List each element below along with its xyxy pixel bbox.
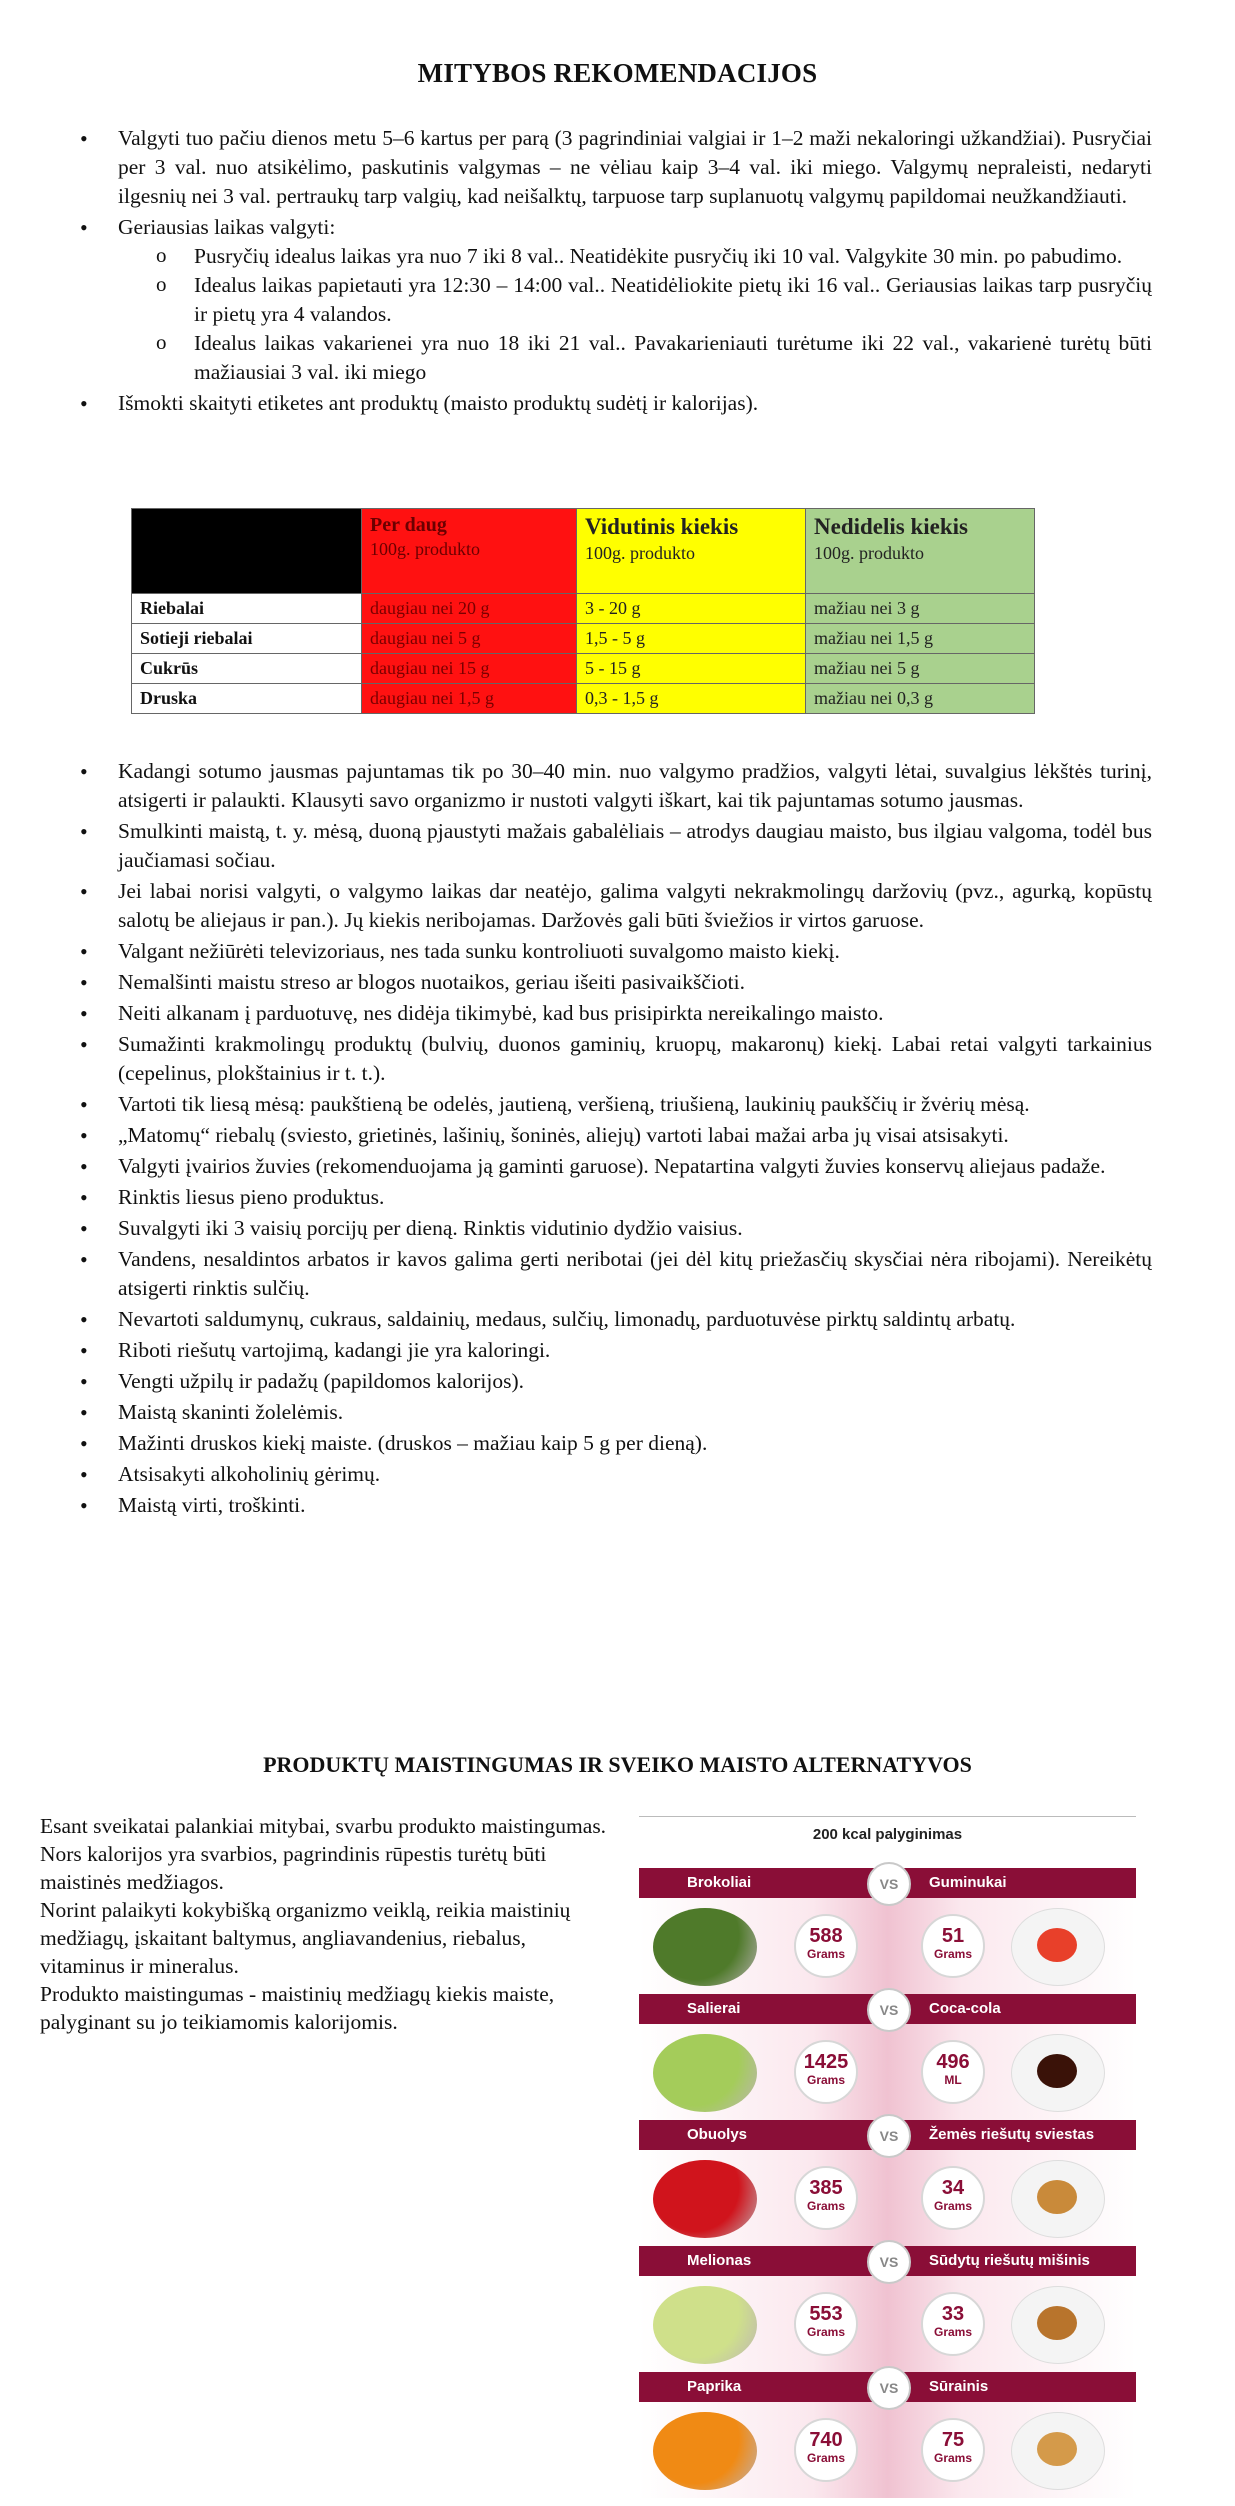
row-label: Riebalai bbox=[132, 594, 362, 624]
vs-badge: VS bbox=[867, 2114, 911, 2158]
list-item: • Maistą skaninti žolelėmis. bbox=[80, 1398, 1152, 1427]
vs-badge: VS bbox=[867, 1862, 911, 1906]
list-item: • Rinktis liesus pieno produktus. bbox=[80, 1183, 1152, 1212]
list-item: • Vengti užpilų ir padažų (papildomos kalorijos). bbox=[80, 1367, 1152, 1396]
list-item: • Neiti alkanam į parduotuvę, nes didėja tikimybė, kad bus prisipirkta nereikalingo maisto. bbox=[80, 999, 1152, 1028]
grams-value: 33 bbox=[941, 2303, 965, 2325]
grams-value: 51 bbox=[941, 1925, 965, 1947]
left-food-image bbox=[653, 2034, 757, 2112]
left-food-name: Melionas bbox=[687, 2252, 752, 2269]
cell-low: mažiau nei 1,5 g bbox=[806, 624, 1035, 654]
header-too-much: Per daug 100g. produkto bbox=[362, 509, 577, 594]
row-label: Druska bbox=[132, 684, 362, 714]
list-item: • Mažinti druskos kiekį maiste. (druskos – mažiau kaip 5 g per dieną). bbox=[80, 1429, 1152, 1458]
meal-times-sublist bbox=[118, 242, 1152, 387]
list-item: • Valgant nežiūrėti televizoriaus, nes tada sunku kontroliuoti suvalgomo maisto kiekį. bbox=[80, 937, 1152, 966]
cell-mid: 0,3 - 1,5 g bbox=[577, 684, 806, 714]
nutrition-label-table bbox=[131, 508, 1035, 714]
right-food-name: Sūdytų riešutų mišinis bbox=[929, 2252, 1090, 2269]
grams-unit: Grams bbox=[806, 1947, 846, 1961]
right-grams-badge bbox=[921, 2292, 985, 2356]
list-item: • Nemalšinti maistu streso ar blogos nuotaikos, geriau išeiti pasivaikščioti. bbox=[80, 968, 1152, 997]
list-item: • Geriausias laikas valgyti: o Pusryčių idealus laikas yra nuo 7 iki 8 val.. Neatidėkite pusryčių iki 10 val. Valgykite 30 min. po pabudimo. o Idealus laikas papietauti yra 12:30 – 14:00 val.. Neatidėliokite pietų iki 16 val.. Geriausias laikas tarp pusryčių ir pietų yra 4 valandos. o Idealus laikas vakarienei yra nuo 18 iki 21 val.. Pavakarieniauti turėtume iki 22 val., vakarienė turėtų būti mažiausiai 3 val. iki miego bbox=[80, 213, 1152, 387]
table-header-row bbox=[132, 509, 1035, 594]
list-item: • Riboti riešutų vartojimą, kadangi jie yra kaloringi. bbox=[80, 1336, 1152, 1365]
right-food-name: Sūrainis bbox=[929, 2378, 989, 2395]
vs-badge: VS bbox=[867, 1988, 911, 2032]
left-food-image bbox=[653, 1908, 757, 1986]
left-food-name: Obuolys bbox=[687, 2126, 748, 2143]
list-item: • Vandens, nesaldintos arbatos ir kavos galima gerti neribotai (jei dėl kitų priežasčių skysčiai nėra ribojami). Nereikėtų atsigerti rinktis sulčių. bbox=[80, 1245, 1152, 1303]
right-food-image bbox=[1037, 1928, 1077, 1962]
header-low: Nedidelis kiekis 100g. produkto bbox=[806, 509, 1035, 594]
list-item: • Išmokti skaityti etiketes ant produktų (maisto produktų sudėtį ir kalorijas). bbox=[80, 389, 1152, 418]
left-food-image bbox=[653, 2160, 757, 2238]
left-grams-badge bbox=[794, 2166, 858, 2230]
right-grams-badge bbox=[921, 2040, 985, 2104]
sublist-item: o Pusryčių idealus laikas yra nuo 7 iki 8 val.. Neatidėkite pusryčių iki 10 val. Valgykite 30 min. po pabudimo. bbox=[118, 242, 1152, 271]
grams-unit: Grams bbox=[933, 2199, 973, 2213]
grams-unit: Grams bbox=[806, 2325, 846, 2339]
table-row bbox=[132, 654, 1035, 684]
grams-unit: Grams bbox=[806, 2199, 846, 2213]
left-food-name: Salierai bbox=[687, 2000, 741, 2017]
right-food-image bbox=[1037, 2432, 1077, 2466]
grams-unit: Grams bbox=[806, 2451, 846, 2465]
right-food-name: Žemės riešutų sviestas bbox=[929, 2126, 1095, 2143]
row-label: Cukrūs bbox=[132, 654, 362, 684]
left-food-image bbox=[653, 2286, 757, 2364]
right-food-image bbox=[1037, 2054, 1077, 2088]
list-item: • Suvalgyti iki 3 vaisių porcijų per dieną. Rinktis vidutinio dydžio vaisius. bbox=[80, 1214, 1152, 1243]
grams-unit: Grams bbox=[933, 1947, 973, 1961]
grams-value: 1425 bbox=[803, 2051, 849, 2073]
list-item: • Jei labai norisi valgyti, o valgymo laikas dar neatėjo, galima valgyti nekrakmolingų daržovių (pvz., agurką, kopūstų salotų be aliejaus ir pan.). Jų kiekis neribojamas. Daržovės gali būti šviežios ir virtos garuose. bbox=[80, 877, 1152, 935]
row-label: Sotieji riebalai bbox=[132, 624, 362, 654]
list-item: • Vartoti tik liesą mėsą: paukštieną be odelės, jautieną, veršieną, triušieną, laukinių paukščių ir žvėrių mėsą. bbox=[80, 1090, 1152, 1119]
grams-unit: ML bbox=[944, 2073, 962, 2087]
cell-high: daugiau nei 1,5 g bbox=[362, 684, 577, 714]
right-food-image bbox=[1037, 2306, 1077, 2340]
sublist-item: o Idealus laikas papietauti yra 12:30 – 14:00 val.. Neatidėliokite pietų iki 16 val.. Geriausias laikas tarp pusryčių ir pietų yra 4 valandos. bbox=[118, 271, 1152, 329]
header-medium: Vidutinis kiekis 100g. produkto bbox=[577, 509, 806, 594]
cell-high: daugiau nei 20 g bbox=[362, 594, 577, 624]
grams-value: 34 bbox=[941, 2177, 965, 2199]
grams-value: 496 bbox=[936, 2051, 970, 2073]
grams-unit: Grams bbox=[806, 2073, 846, 2087]
recommendations-list-top bbox=[80, 124, 1152, 420]
table-corner-cell bbox=[132, 509, 362, 594]
right-food-image bbox=[1037, 2180, 1077, 2214]
list-item: • Kadangi sotumo jausmas pajuntamas tik po 30–40 min. nuo valgymo pradžios, valgyti lėtai, suvalgius lėkštės turinį, atsigerti ir palaukti. Klausyti savo organizmo ir nustoti valgyti iškart, kai tik pajuntamas sotumo jausmas. bbox=[80, 757, 1152, 815]
list-item: • Atsisakyti alkoholinių gėrimų. bbox=[80, 1460, 1152, 1489]
cell-high: daugiau nei 5 g bbox=[362, 624, 577, 654]
table-row bbox=[132, 624, 1035, 654]
right-grams-badge bbox=[921, 2166, 985, 2230]
page-title: MITYBOS REKOMENDACIJOS bbox=[417, 58, 818, 88]
cell-mid: 1,5 - 5 g bbox=[577, 624, 806, 654]
cell-high: daugiau nei 15 g bbox=[362, 654, 577, 684]
list-item: • „Matomų“ riebalų (sviesto, grietinės, lašinių, šoninės, aliejų) vartoti labai mažai arba jų visai atsisakyti. bbox=[80, 1121, 1152, 1150]
paragraph: Esant sveikatai palankiai mitybai, svarbu produkto maistingumas. Nors kalorijos yra svarbios, pagrindinis rūpestis turėtų būti maistinės medžiagos. bbox=[40, 1814, 607, 1894]
cell-mid: 5 - 15 g bbox=[577, 654, 806, 684]
grams-unit: Grams bbox=[933, 2325, 973, 2339]
paragraph: Produkto maistingumas - maistinių medžiagų kiekis maiste, palyginant su jo teikiamomis kalorijomis. bbox=[40, 1982, 555, 2034]
list-item: • Maistą virti, troškinti. bbox=[80, 1491, 1152, 1520]
sublist-item: o Idealus laikas vakarienei yra nuo 18 iki 21 val.. Pavakarieniauti turėtume iki 22 val., vakarienė turėtų būti mažiausiai 3 val. iki miego bbox=[118, 329, 1152, 387]
grams-value: 588 bbox=[809, 1925, 843, 1947]
grams-value: 740 bbox=[809, 2429, 843, 2451]
right-food-name: Guminukai bbox=[929, 1874, 1007, 1891]
list-item: • Smulkinti maistą, t. y. mėsą, duoną pjaustyti mažais gabalėliais – atrodys daugiau maisto, bus ilgiau valgoma, todėl bus jaučiamasi sočiau. bbox=[80, 817, 1152, 875]
left-food-name: Paprika bbox=[687, 2378, 742, 2395]
section-paragraphs bbox=[40, 1812, 610, 2036]
cell-low: mažiau nei 3 g bbox=[806, 594, 1035, 624]
grams-value: 385 bbox=[809, 2177, 843, 2199]
left-grams-badge bbox=[794, 1914, 858, 1978]
list-item: • Sumažinti krakmolingų produktų (bulvių, duonos gaminių, kruopų, makaronų) kiekį. Labai retai valgyti tarkainius (cepelinus, plokštainius ir t. t.). bbox=[80, 1030, 1152, 1088]
left-grams-badge bbox=[794, 2292, 858, 2356]
paragraph: Norint palaikyti kokybišką organizmo veiklą, reikia maistinių medžiagų, įskaitant baltymus, angliavandenius, riebalus, vitaminus ir mineralus. bbox=[40, 1898, 571, 1978]
calorie-comparison-infographic bbox=[639, 1816, 1136, 2506]
grams-value: 75 bbox=[941, 2429, 965, 2451]
vs-badge: VS bbox=[867, 2240, 911, 2284]
list-item: • Nevartoti saldumynų, cukraus, saldainių, medaus, sulčių, limonadų, parduotuvėse pirktų saldintų arbatų. bbox=[80, 1305, 1152, 1334]
table-row bbox=[132, 594, 1035, 624]
infographic-header: 200 kcal palyginimas bbox=[639, 1816, 1136, 1853]
table-row bbox=[132, 684, 1035, 714]
grams-value: 553 bbox=[809, 2303, 843, 2325]
left-grams-badge bbox=[794, 2040, 858, 2104]
left-food-image bbox=[653, 2412, 757, 2490]
left-food-name: Brokoliai bbox=[687, 1874, 752, 1891]
left-grams-badge bbox=[794, 2418, 858, 2482]
cell-mid: 3 - 20 g bbox=[577, 594, 806, 624]
cell-low: mažiau nei 0,3 g bbox=[806, 684, 1035, 714]
section-title: PRODUKTŲ MAISTINGUMAS IR SVEIKO MAISTO ALTERNATYVOS bbox=[263, 1752, 972, 1777]
cell-low: mažiau nei 5 g bbox=[806, 654, 1035, 684]
recommendations-list-bottom bbox=[80, 757, 1152, 1522]
vs-badge: VS bbox=[867, 2366, 911, 2410]
right-grams-badge bbox=[921, 2418, 985, 2482]
grams-unit: Grams bbox=[933, 2451, 973, 2465]
right-grams-badge bbox=[921, 1914, 985, 1978]
list-item: • Valgyti tuo pačiu dienos metu 5–6 kartus per parą (3 pagrindiniai valgiai ir 1–2 maži nekaloringi užkandžiai). Pusryčiai per 3 val. nuo atsikėlimo, paskutinis valgymas – ne vėliau kaip 3–4 val. iki miego. Valgymų nepraleisti, nedaryti ilgesnių nei 3 val. pertraukų tarp valgių, kad neišalktų, tarpuose tarp suplanuotų valgymų papildomai neužkandžiauti. bbox=[80, 124, 1152, 211]
list-item: • Valgyti įvairios žuvies (rekomenduojama ją gaminti garuose). Nepatartina valgyti žuvies konservų aliejaus padaže. bbox=[80, 1152, 1152, 1181]
right-food-name: Coca-cola bbox=[929, 2000, 1001, 2017]
